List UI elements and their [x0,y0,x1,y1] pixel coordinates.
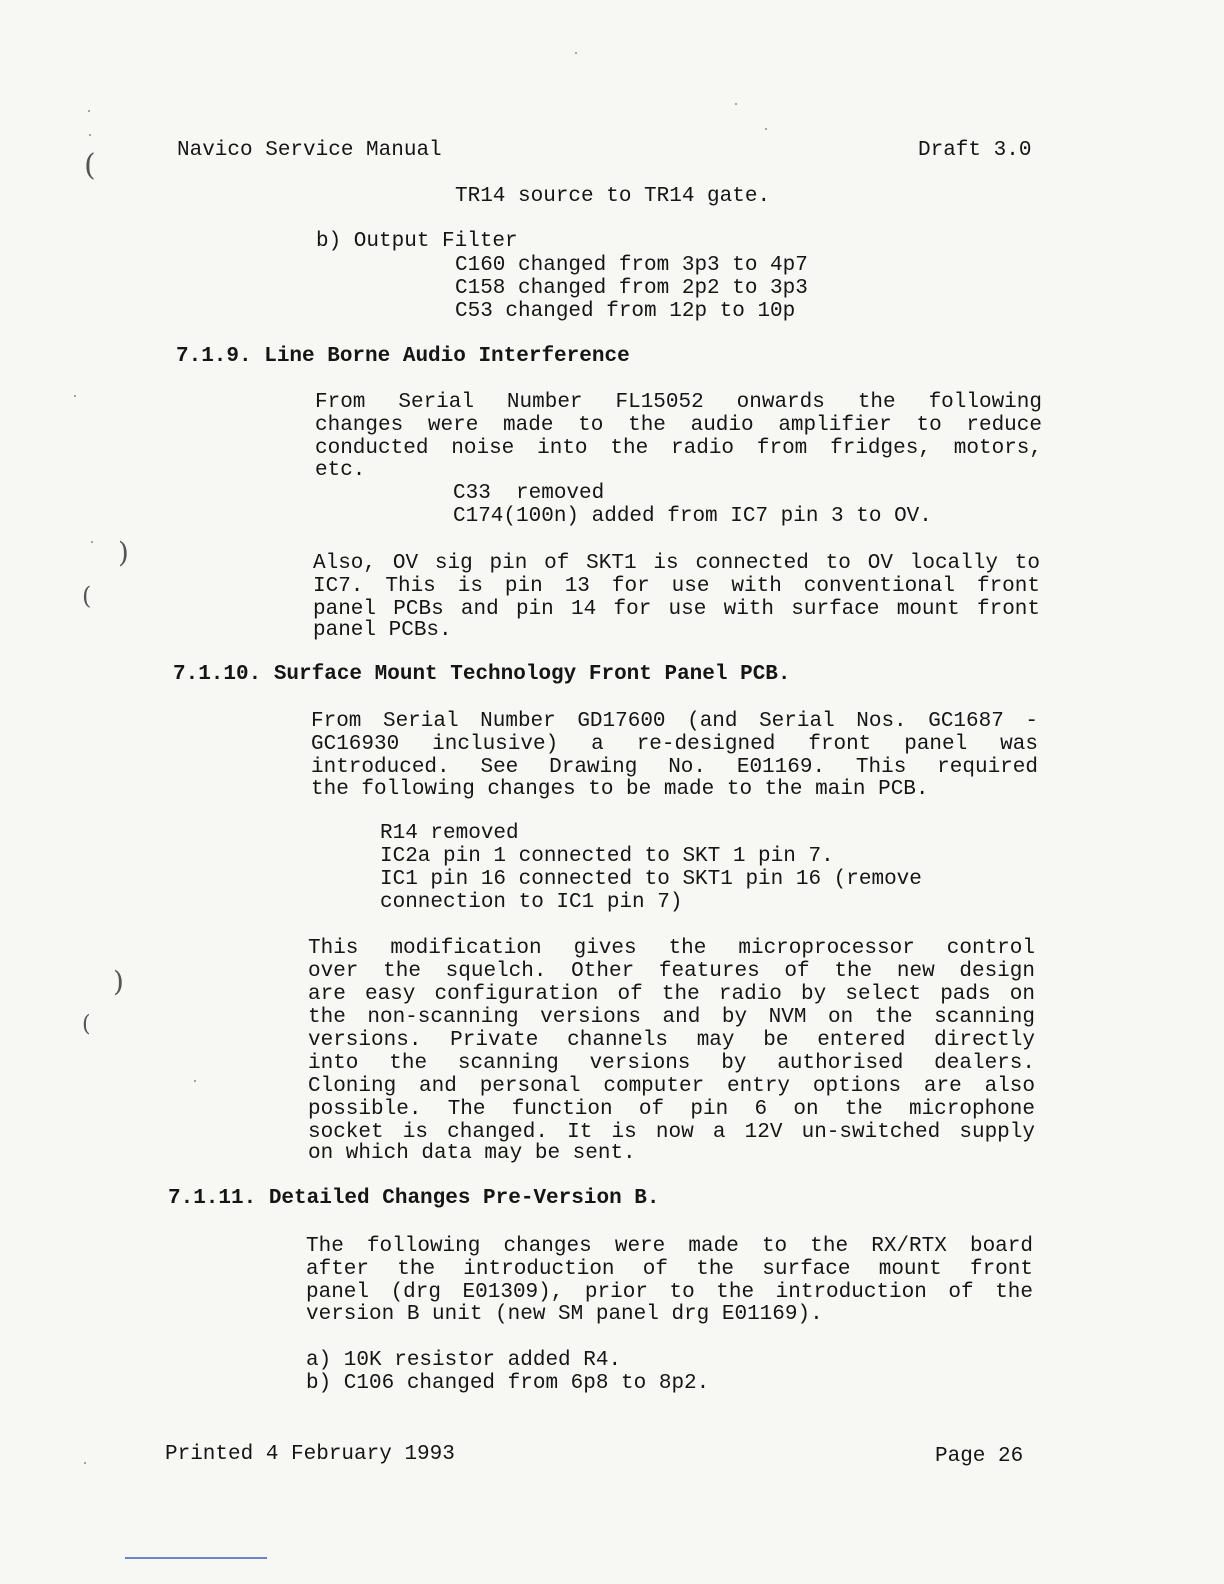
list-item: IC1 pin 16 connected to SKT1 pin 16 (remove [380,868,922,891]
binding-mark: ( [84,148,96,183]
subsection-b-title: b) Output Filter [316,230,518,253]
paragraph-line: possible. The function of pin 6 on the microphone [308,1098,1035,1121]
list-item: C174(100n) added from IC7 pin 3 to OV. [453,505,932,528]
print-date: Printed 4 February 1993 [165,1443,455,1466]
paragraph-line: GC16930 inclusive) a re-designed front panel was [311,733,1038,756]
paragraph-line: Cloning and personal computer entry options are also [308,1075,1035,1098]
paragraph-line: after the introduction of the surface mount front [306,1258,1033,1281]
list-item: IC2a pin 1 connected to SKT 1 pin 7. [380,845,834,868]
section-heading-7-1-10: 7.1.10. Surface Mount Technology Front Panel PCB. [173,663,791,686]
speck [91,541,93,543]
speck [575,52,577,54]
paragraph-line: on which data may be sent. [308,1142,636,1165]
speck [735,103,737,105]
paragraph-line: conducted noise into the radio from fridges, motors, [315,437,1042,460]
paragraph-line: the following changes to be made to the main PCB. [311,778,929,801]
paragraph-line: IC7. This is pin 13 for use with conventional front [313,575,1040,598]
paragraph-line: From Serial Number FL15052 onwards the following [315,391,1042,414]
list-item: a) 10K resistor added R4. [306,1349,622,1372]
paragraph-line: socket is changed. It is now a 12V un-switched supply [308,1121,1035,1144]
speck [88,110,90,112]
binding-mark: ) [118,536,129,569]
speck [89,134,91,136]
speck [194,1080,196,1082]
paragraph-line: panel (drg E01309), prior to the introduction of the [306,1281,1033,1304]
paragraph-line: version B unit (new SM panel drg E01169). [306,1303,823,1326]
paragraph-line: etc. [315,459,366,482]
running-header-title: Navico Service Manual [177,139,442,162]
speck [84,1462,86,1464]
list-item: connection to IC1 pin 7) [380,891,683,914]
binding-mark: ( [82,1012,91,1037]
speck [74,395,76,397]
binding-mark: ) [113,965,124,998]
speck [765,128,767,130]
paragraph-line: versions. Private channels may be entered directly [308,1029,1035,1052]
paragraph-line: are easy configuration of the radio by select pads on [308,983,1035,1006]
paragraph-line: From Serial Number GD17600 (and Serial Nos. GC1687 - [311,710,1038,733]
paragraph-line: changes were made to the audio amplifier to reduce [315,414,1042,437]
list-item: C53 changed from 12p to 10p [455,300,796,323]
list-item: C160 changed from 3p3 to 4p7 [455,254,808,277]
paragraph-line: panel PCBs. [313,619,452,642]
list-item: b) C106 changed from 6p8 to 8p2. [306,1372,710,1395]
scan-edge-rule [125,1557,267,1559]
list-item: R14 removed [380,822,519,845]
paragraph-line: This modification gives the microprocessor control [308,937,1035,960]
running-header-version: Draft 3.0 [918,139,1032,162]
section-heading-7-1-9: 7.1.9. Line Borne Audio Interference [176,345,630,368]
list-item: C33 removed [453,482,605,505]
paragraph-line: introduced. See Drawing No. E01169. This required [311,756,1038,779]
paragraph-line: panel PCBs and pin 14 for use with surface mount front [313,598,1040,621]
paragraph-line: the non-scanning versions and by NVM on the scanning [308,1006,1035,1029]
paragraph-line: over the squelch. Other features of the new design [308,960,1035,983]
page-number: Page 26 [935,1445,1024,1468]
binding-mark: ( [82,582,92,610]
paragraph-line: Also, OV sig pin of SKT1 is connected to OV locally to [313,552,1040,575]
list-item: C158 changed from 2p2 to 3p3 [455,277,808,300]
paragraph-line: The following changes were made to the RX/RTX board [306,1235,1033,1258]
section-heading-7-1-11: 7.1.11. Detailed Changes Pre-Version B. [168,1187,660,1210]
continued-text: TR14 source to TR14 gate. [455,185,771,208]
paragraph-line: into the scanning versions by authorised dealers. [308,1052,1035,1075]
